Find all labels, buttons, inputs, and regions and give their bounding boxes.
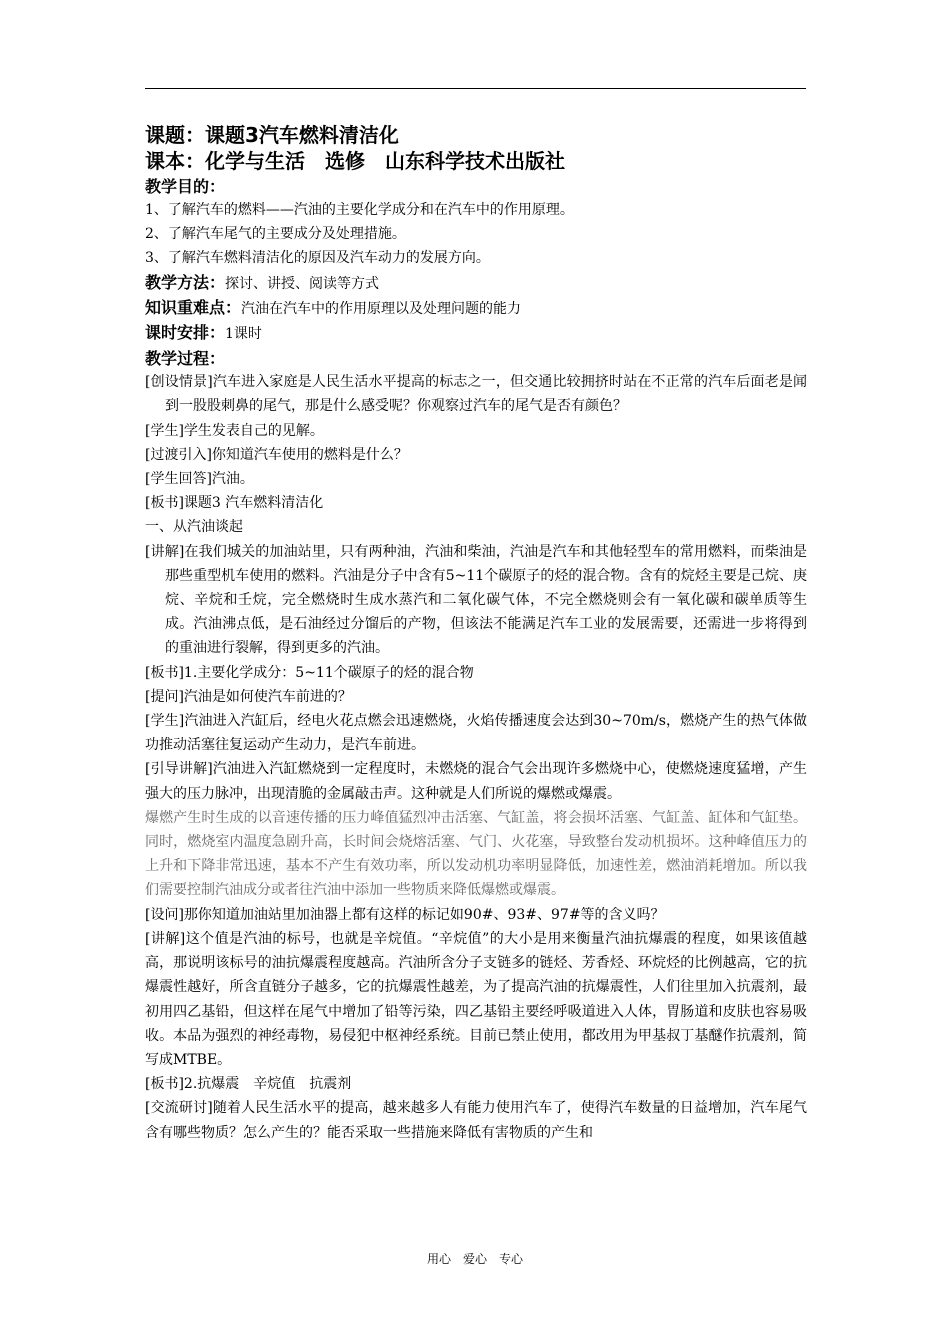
hours-value: 1课时 bbox=[225, 326, 262, 343]
objective-item: 2、了解汽车尾气的主要成分及处理措施。 bbox=[145, 226, 406, 243]
document-body bbox=[145, 122, 807, 1145]
header-rule bbox=[145, 88, 806, 89]
keypoints-value: 汽油在汽车中的作用原理以及处理问题的能力 bbox=[241, 300, 522, 317]
guided-explanation-paragraph: [引导讲解]汽油进入汽缸燃烧到一定程度时，未燃烧的混合气会出现许多燃烧中心，使燃烧速度猛增，产生强大的压力脉冲，出现清脆的金属敲击声。这种就是人们所说的爆燃或爆震。 bbox=[145, 761, 807, 802]
student-answer-line: [学生回答]汽油。 bbox=[145, 471, 254, 488]
question-line: [提问]汽油是如何使汽车前进的？ bbox=[145, 688, 352, 705]
octane-paragraph: [讲解]这个值是汽油的标号，也就是辛烷值。“辛烷值”的大小是用来衡量汽油抗爆震的程度，如果该值越高，那说明该标号的油抗爆震程度越高。汽油所含分子支链多的链烃、芳香烃、环烷烃的比例越高，它的抗爆震性越好，所含直链分子越多，它的抗爆震性越差，为了提高汽油的抗爆震性，人们往里加入抗震剂，最初用四乙基铅，但这样在尾气中增加了铅等污染，四乙基铅主要经呼吸道进入人体，胃肠道和皮肤也容易吸收。本品为强烈的神经毒物，易侵犯中枢神经系统。目前已禁止使用，都改用为甲基叔丁基醚作抗震剂，简写成MTBE。 bbox=[145, 930, 807, 1068]
lesson-title: 课题：课题3汽车燃料清洁化 bbox=[145, 123, 399, 147]
scenario-paragraph: [创设情景]汽车进入家庭是人民生活水平提高的标志之一，但交通比较拥挤时站在不正常的汽车后面老是闻到一股股刺鼻的尾气，那是什么感受呢？你观察过汽车的尾气是否有颜色？ bbox=[145, 374, 807, 415]
textbook-line: 课本：化学与生活 选修 山东科学技术出版社 bbox=[145, 149, 565, 173]
method-label: 教学方法： bbox=[145, 272, 226, 292]
method-value: 探讨、讲授、阅读等方式 bbox=[225, 275, 380, 292]
transition-line: [过渡引入]你知道汽车使用的燃料是什么？ bbox=[145, 446, 408, 463]
explanation-paragraph: [讲解]在我们城关的加油站里，只有两种油，汽油和柴油，汽油是汽车和其他轻型车的常用燃料，而柴油是那些重型机车使用的燃料。汽油是分子中含有5~11个碳原子的烃的混合物。含有的烷烃主要是己烷、庚烷、辛烷和壬烷，完全燃烧时生成水蒸汽和二氧化碳气体，不完全燃烧则会有一氧化碳和碳单质等生成。汽油沸点低，是石油经过分馏后的产物，但该法不能满足汽车工业的发展需要，还需进一步将得到的重油进行裂解，得到更多的汽油。 bbox=[145, 543, 807, 657]
board-line: [板书]课题3 汽车燃料清洁化 bbox=[145, 495, 324, 512]
knock-paragraph: 爆燃产生时生成的以音速传播的压力峰值猛烈冲击活塞、气缸盖，将会损坏活塞、气缸盖、缸体和气缸垫。同时，燃烧室内温度急剧升高，长时间会烧熔活塞、气门、火花塞，导致整台发动机损坏。这种峰值压力的上升和下降非常迅速，基本不产生有效功率，所以发动机功率明显降低，加速性差，燃油消耗增加。所以我们需要控制汽油成分或者往汽油中添加一些物质来降低爆燃或爆震。 bbox=[145, 809, 807, 899]
page-footer: 用心 爱心 专心 bbox=[426, 1252, 523, 1266]
hours-line bbox=[145, 321, 807, 346]
board-line: [板书]1.主要化学成分：5~11个碳原子的烃的混合物 bbox=[145, 664, 474, 681]
student-line: [学生]学生发表自己的见解。 bbox=[145, 422, 324, 439]
method-line bbox=[145, 271, 807, 296]
objectives-heading: 教学目的： bbox=[145, 177, 226, 196]
discussion-paragraph: [交流研讨]随着人民生活水平的提高，越来越多人有能力使用汽车了，使得汽车数量的日益增加，汽车尾气含有哪些物质？怎么产生的？能否采取一些措施来降低有害物质的产生和 bbox=[145, 1100, 807, 1141]
hours-label: 课时安排： bbox=[145, 323, 226, 343]
objective-item: 3、了解汽车燃料清洁化的原因及汽车动力的发展方向。 bbox=[145, 250, 490, 267]
keypoints-label: 知识重难点： bbox=[145, 297, 242, 317]
keypoints-line bbox=[145, 296, 807, 321]
objective-item: 1、了解汽车的燃料——汽油的主要化学成分和在汽车中的作用原理。 bbox=[145, 202, 574, 218]
board-line: [板书]2.抗爆震 辛烷值 抗震剂 bbox=[145, 1076, 352, 1093]
question-line: [设问]那你知道加油站里加油器上都有这样的标记如90#、93#、97#等的含义吗？ bbox=[145, 906, 665, 923]
student-paragraph: [学生]汽油进入汽缸后，经电火花点燃会迅速燃烧，火焰传播速度会达到30~70m/s，燃烧产生的热气体做功推动活塞往复运动产生动力，是汽车前进。 bbox=[145, 713, 807, 754]
process-heading: 教学过程： bbox=[145, 349, 226, 369]
section-heading: 一、从汽油谈起 bbox=[145, 519, 243, 536]
